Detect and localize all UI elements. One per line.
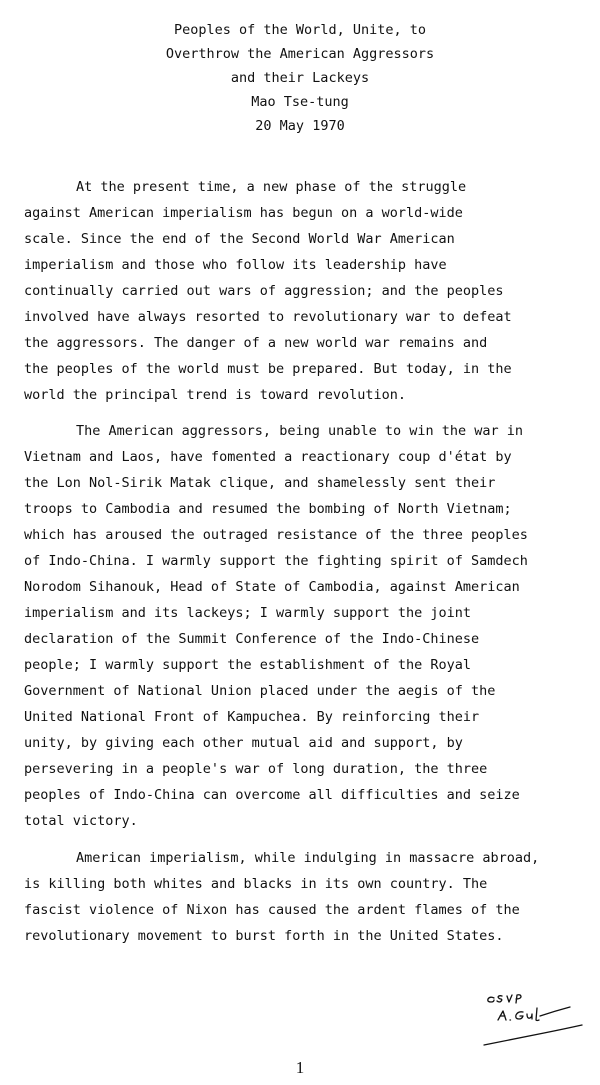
title-line-3: and their Lackeys bbox=[230, 70, 370, 86]
paragraph-line: world the principal trend is toward revolution. bbox=[24, 387, 407, 403]
paragraph-line: people; I warmly support the establishment of the Royal bbox=[24, 657, 472, 673]
document-title bbox=[0, 18, 600, 138]
paragraph-line: fascist violence of Nixon has caused the ardent flames of the bbox=[24, 902, 520, 918]
paragraph-line: The American aggressors, being unable to win the war in bbox=[76, 423, 524, 439]
paragraph-line: the Lon Nol-Sirik Matak clique, and shamelessly sent their bbox=[24, 475, 496, 491]
paragraph-3 bbox=[24, 845, 539, 949]
paragraph-2 bbox=[24, 418, 528, 834]
paragraph-line: the peoples of the world must be prepared. But today, in the bbox=[24, 361, 512, 377]
paragraph-line: Vietnam and Laos, have fomented a reactionary coup d'état by bbox=[24, 449, 512, 465]
paragraph-line: peoples of Indo-China can overcome all difficulties and seize bbox=[24, 787, 520, 803]
title-line-2: Overthrow the American Aggressors bbox=[165, 46, 435, 62]
paragraph-line: of Indo-China. I warmly support the fighting spirit of Samdech bbox=[24, 553, 528, 569]
paragraph-line: involved have always resorted to revolutionary war to defeat bbox=[24, 309, 512, 325]
paragraph-line: imperialism and those who follow its leadership have bbox=[24, 257, 447, 273]
document-date: 20 May 1970 bbox=[255, 118, 345, 134]
paragraph-line: scale. Since the end of the Second World War American bbox=[24, 231, 455, 247]
paragraph-line: At the present time, a new phase of the struggle bbox=[76, 179, 467, 195]
paragraph-line: against American imperialism has begun on a world-wide bbox=[24, 205, 463, 221]
paragraph-line: the aggressors. The danger of a new world war remains and bbox=[24, 335, 488, 351]
handwritten-initials-signature bbox=[480, 990, 585, 1050]
title-line-1: Peoples of the World, Unite, to bbox=[174, 22, 426, 38]
paragraph-line: unity, by giving each other mutual aid and support, by bbox=[24, 735, 463, 751]
paragraph-line: United National Front of Kampuchea. By reinforcing their bbox=[24, 709, 480, 725]
paragraph-line: Norodom Sihanouk, Head of State of Cambodia, against American bbox=[24, 579, 520, 595]
author-name: Mao Tse-tung bbox=[251, 94, 349, 110]
paragraph-line: imperialism and its lackeys; I warmly support the joint bbox=[24, 605, 472, 621]
paragraph-line: persevering in a people's war of long duration, the three bbox=[24, 761, 488, 777]
paragraph-line: continually carried out wars of aggression; and the peoples bbox=[24, 283, 504, 299]
paragraph-line: total victory. bbox=[24, 813, 138, 829]
paragraph-line: American imperialism, while indulging in massacre abroad, bbox=[76, 850, 540, 866]
paragraph-line: revolutionary movement to burst forth in the United States. bbox=[24, 928, 504, 944]
page-number: 1 bbox=[295, 1058, 305, 1077]
paragraph-1 bbox=[24, 174, 512, 408]
paragraph-line: Government of National Union placed under the aegis of the bbox=[24, 683, 496, 699]
paragraph-line: troops to Cambodia and resumed the bombing of North Vietnam; bbox=[24, 501, 512, 517]
paragraph-line: is killing both whites and blacks in its own country. The bbox=[24, 876, 488, 892]
paragraph-line: which has aroused the outraged resistance of the three peoples bbox=[24, 527, 528, 543]
paragraph-line: declaration of the Summit Conference of the Indo-Chinese bbox=[24, 631, 480, 647]
